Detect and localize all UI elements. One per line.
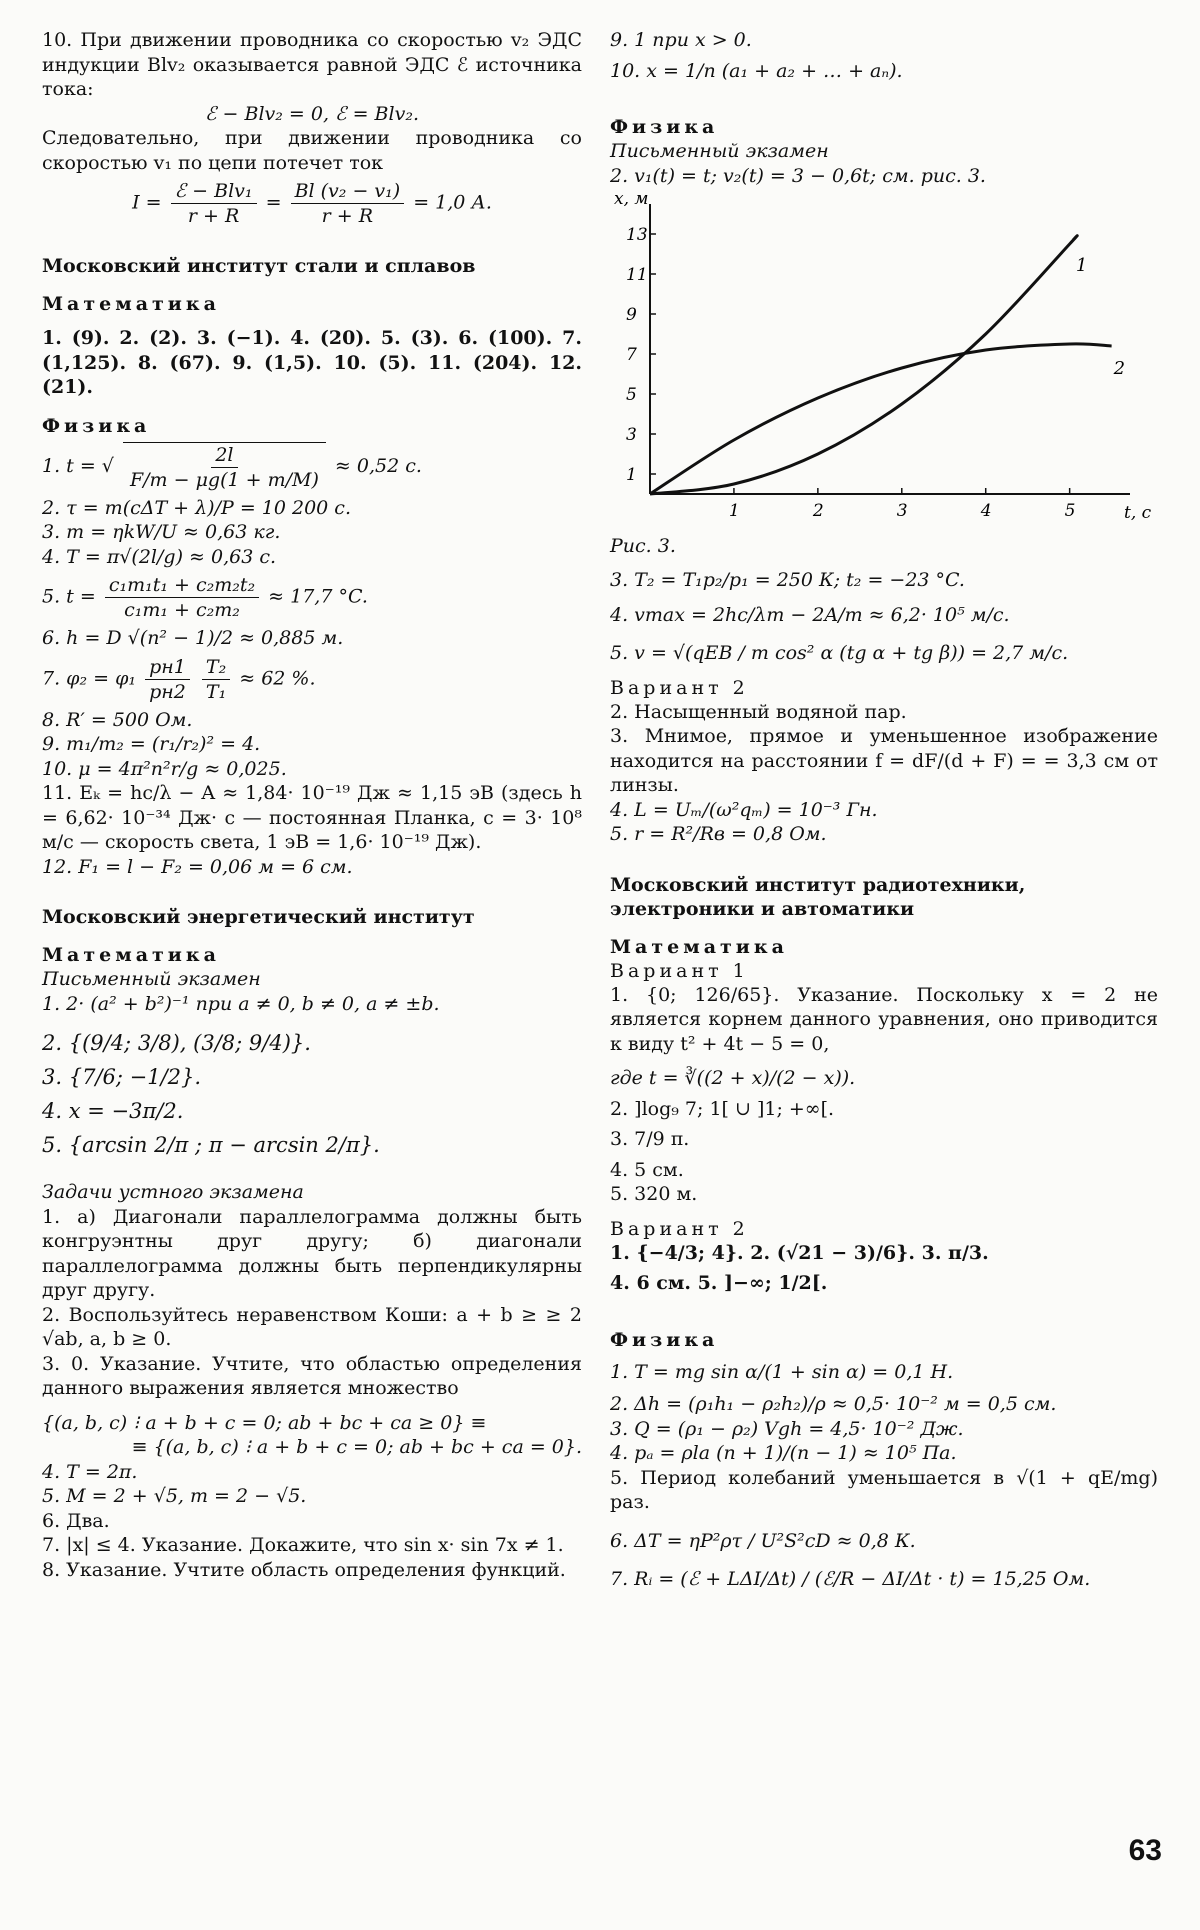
written-answer-1: 1. 2· (a² + b²)⁻¹ при a ≠ 0, b ≠ 0, a ≠ ±b. bbox=[42, 992, 440, 1015]
subject-heading-physics: Физика bbox=[610, 116, 719, 138]
oral-answer-3-formula-2: ≡ {(a, b, c) ⁝ a + b + c = 0; ab + bc + ca = 0}. bbox=[131, 1436, 582, 1458]
phys-answer-4: 4. T = π√(2l/g) ≈ 0,63 с. bbox=[42, 545, 277, 568]
phys-answer-6: 6. h = D √(n² − 1)/2 ≈ 0,885 м. bbox=[42, 627, 344, 649]
numerator: c₁m₁t₁ + c₂m₂t₂ bbox=[105, 573, 259, 598]
formula-lhs: 7. φ₂ = φ₁ bbox=[42, 667, 137, 689]
y-axis-label: x, м bbox=[614, 194, 649, 209]
subject-heading-physics: Физика bbox=[42, 414, 151, 437]
figure-3 bbox=[610, 194, 1158, 534]
oral-answer-1: 1. а) Диагонали параллелограмма должны быть конгруэнтны друг другу; б) диагонали параллелограмма должны быть перпендикулярны друг другу. bbox=[42, 1205, 582, 1301]
denominator: c₁m₁ + c₂m₂ bbox=[124, 599, 240, 621]
variant-2-answer-4: 4. L = Uₘ/(ω²qₘ) = 10⁻³ Гн. bbox=[610, 798, 878, 821]
phys-answer-2: 2. τ = m(cΔT + λ)/P = 10 200 с. bbox=[42, 496, 351, 519]
numerator: ℰ − Blv₁ bbox=[171, 179, 257, 204]
y-tick-label: 7 bbox=[626, 345, 637, 365]
denominator: F/m − μg(1 + m/M) bbox=[129, 468, 319, 491]
figure-3-chart bbox=[610, 194, 1158, 534]
phys-answer-10: 10. μ = 4π²n²r/g ≈ 0,025. bbox=[42, 757, 287, 780]
x-tick-label: 2 bbox=[812, 501, 824, 521]
formula-result: = 1,0 А. bbox=[413, 191, 492, 214]
phys-answer-8: 8. R′ = 500 Ом. bbox=[42, 708, 193, 731]
math-answer-3: 3. 7/9 π. bbox=[610, 1128, 690, 1150]
formula-result: ≈ 17,7 °C. bbox=[268, 585, 368, 608]
y-tick-label: 1 bbox=[626, 465, 637, 485]
phys-answer-2: 2. v₁(t) = t; v₂(t) = 3 − 0,6t; см. рис. 3. bbox=[610, 164, 986, 187]
phys-answer-12: 12. F₁ = l − F₂ = 0,06 м = 6 см. bbox=[42, 855, 353, 878]
section-written-exam: Письменный экзамен bbox=[610, 140, 829, 162]
phys-answer-3: 3. T₂ = T₁p₂/p₁ = 250 К; t₂ = −23 °C. bbox=[610, 569, 965, 591]
section-oral-exam: Задачи устного экзамена bbox=[42, 1181, 304, 1203]
x-tick-label: 1 bbox=[728, 501, 740, 521]
series-label-2: 2 bbox=[1113, 358, 1126, 379]
y-tick-label: 11 bbox=[626, 265, 648, 285]
math-answer-2: 2. ]log₉ 7; 1[ ∪ ]1; +∞[. bbox=[610, 1097, 835, 1120]
phys2-answer-7: 7. Rᵢ = (ℰ + LΔI/Δt) / (ℰ/R − ΔI/Δt · t) = 15,25 Ом. bbox=[610, 1568, 1091, 1590]
y-tick-label: 3 bbox=[626, 425, 637, 445]
numerator: Bl (v₂ − v₁) bbox=[291, 179, 405, 204]
math-answer-1-where: где t = ∛((2 + x)/(2 − x)). bbox=[610, 1067, 856, 1089]
x-axis-label: t, с bbox=[1124, 503, 1152, 523]
denominator: T₁ bbox=[205, 680, 227, 703]
phys-answer-11: 11. Eₖ = hc/λ − A ≈ 1,84· 10⁻¹⁹ Дж ≈ 1,15 эВ (здесь h = 6,62· 10⁻³⁴ Дж· с — постоянная Планка, c = 3· 10⁸ м/с — скорость света, 1 эВ = 1,6· 10⁻¹⁹ Дж). bbox=[42, 782, 582, 853]
institute-heading-energy: Московский энергетический институт bbox=[42, 906, 475, 928]
oral-answer-3: 3. 0. Указание. Учтите, что областью определения данного выражения является множество bbox=[42, 1352, 582, 1399]
subject-heading-physics-2: Физика bbox=[610, 1328, 719, 1351]
x-tick-label: 4 bbox=[980, 501, 992, 521]
phys2-answer-4: 4. pₐ = ρla (n + 1)/(n − 1) ≈ 10⁵ Па. bbox=[610, 1442, 957, 1464]
sqrt-fraction bbox=[123, 442, 326, 492]
subject-heading-math: Математика bbox=[610, 935, 788, 958]
y-tick-label: 5 bbox=[626, 385, 637, 405]
variant-2-answer-2: 2. Насыщенный водяной пар. bbox=[610, 700, 907, 723]
oral-answer-2: 2. Воспользуйтесь неравенством Коши: a + b ≥ ≥ 2 √ab, a, b ≥ 0. bbox=[42, 1303, 582, 1350]
emf-equation: ℰ − Blv₂ = 0, ℰ = Blv₂. bbox=[205, 102, 419, 125]
section-written-exam: Письменный экзамен bbox=[42, 968, 261, 990]
fraction-2 bbox=[202, 655, 230, 704]
subject-heading-math: Математика bbox=[42, 944, 220, 966]
phys-answer-1 bbox=[42, 442, 582, 492]
phys-answer-4: 4. vmax = 2hc/λm − 2A/m ≈ 6,2· 10⁵ м/с. bbox=[610, 603, 1010, 626]
series-line-1 bbox=[650, 236, 1077, 494]
math-answer-4: 4. 5 см. bbox=[610, 1158, 684, 1181]
variant-2-heading: Вариант 2 bbox=[610, 676, 749, 699]
phys2-answer-3: 3. Q = (ρ₁ − ρ₂) Vgh = 4,5· 10⁻² Дж. bbox=[610, 1417, 964, 1440]
formula-lhs: 5. t = bbox=[42, 585, 96, 608]
denominator: r + R bbox=[187, 205, 240, 227]
denominator: pн2 bbox=[149, 680, 186, 703]
y-tick-label: 9 bbox=[626, 305, 637, 325]
oral-answer-5: 5. M = 2 + √5, m = 2 − √5. bbox=[42, 1485, 307, 1507]
variant-2-answer-5: 5. r = R²/Rв = 0,8 Ом. bbox=[610, 823, 827, 845]
phys2-answer-2: 2. Δh = (ρ₁h₁ − ρ₂h₂)/ρ ≈ 0,5· 10⁻² м = 0,5 см. bbox=[610, 1393, 1057, 1415]
oral-answer-7: 7. |x| ≤ 4. Указание. Докажите, что sin x· sin 7x ≠ 1. bbox=[42, 1534, 564, 1556]
y-tick-label: 13 bbox=[626, 225, 648, 245]
written-answer-4: 4. x = −3π/2. bbox=[42, 1099, 184, 1123]
right-column bbox=[610, 28, 1158, 1592]
answer-9: 9. 1 при x > 0. bbox=[610, 29, 752, 51]
denominator: r + R bbox=[321, 205, 374, 227]
oral-answer-8: 8. Указание. Учтите область определения функций. bbox=[42, 1558, 566, 1581]
formula-lhs: I = bbox=[132, 191, 162, 214]
variant-2-math-answers-2: 4. 6 см. 5. ]−∞; 1/2[. bbox=[610, 1272, 828, 1294]
oral-answer-6: 6. Два. bbox=[42, 1509, 110, 1532]
institute-heading-radio: Московский институт радиотехники, электроники и автоматики bbox=[610, 873, 1026, 920]
written-answer-2: 2. {(9/4; 3/8), (3/8; 9/4)}. bbox=[42, 1031, 311, 1055]
current-formula bbox=[42, 179, 582, 228]
phys-answer-7 bbox=[42, 655, 582, 704]
left-column bbox=[42, 28, 582, 1582]
series-label-1: 1 bbox=[1075, 255, 1088, 276]
numerator: T₂ bbox=[202, 655, 230, 680]
fraction-2 bbox=[291, 179, 405, 228]
phys-answer-9: 9. m₁/m₂ = (r₁/r₂)² = 4. bbox=[42, 733, 261, 755]
phys2-answer-1: 1. T = mg sin α/(1 + sin α) = 0,1 Н. bbox=[610, 1360, 954, 1383]
numerator: 2l bbox=[211, 443, 237, 468]
page-number: 63 bbox=[1128, 1834, 1162, 1867]
answer-10: 10. x = 1/n (a₁ + a₂ + … + aₙ). bbox=[610, 59, 903, 82]
current-text: Следовательно, при движении проводника со скоростью v₁ по цепи потечет ток bbox=[42, 127, 582, 174]
formula-result: ≈ 0,52 с. bbox=[334, 454, 422, 477]
formula-lhs: 1. t = √ bbox=[42, 454, 114, 477]
figure-caption: Рис. 3. bbox=[610, 535, 676, 557]
fraction-1 bbox=[145, 655, 190, 704]
variant-2b-heading: Вариант 2 bbox=[610, 1217, 749, 1240]
math-answer-1: 1. {0; 126/65}. Указание. Поскольку x = 2 не является корнем данного уравнения, оно приводится к виду t² + 4t − 5 = 0, bbox=[610, 983, 1158, 1055]
math-answers: 1. (9). 2. (2). 3. (−1). 4. (20). 5. (3). 6. (100). 7. (1,125). 8. (67). 9. (1,5). 10. (5). 11. (204). 12. (21). bbox=[42, 327, 582, 398]
answer-10-text: 10. При движении проводника со скоростью v₂ ЭДС индукции Blv₂ оказывается равной ЭДС ℰ источника тока: bbox=[42, 29, 582, 100]
x-tick-label: 5 bbox=[1064, 501, 1076, 521]
fraction-1 bbox=[171, 179, 257, 228]
variant-1-heading: Вариант 1 bbox=[610, 959, 749, 982]
oral-answer-4: 4. T = 2π. bbox=[42, 1460, 138, 1483]
formula-result: ≈ 62 %. bbox=[239, 667, 316, 689]
equals-sign: = bbox=[265, 191, 282, 214]
variant-2-math-answers: 1. {−4/3; 4}. 2. (√21 − 3)/6}. 3. π/3. bbox=[610, 1241, 989, 1264]
institute-heading-steel: Московский институт стали и сплавов bbox=[42, 255, 476, 277]
phys-answer-5: 5. v = √(qEB / m cos² α (tg α + tg β)) = 2,7 м/с. bbox=[610, 642, 1069, 664]
numerator: pн1 bbox=[145, 655, 190, 680]
oral-answer-3-formula-1: {(a, b, c) ⁝ a + b + c = 0; ab + bc + ca ≥ 0} ≡ bbox=[42, 1411, 487, 1434]
phys2-answer-6: 6. ΔT = ηP²ρτ / U²S²cD ≈ 0,8 К. bbox=[610, 1529, 916, 1552]
fraction bbox=[105, 573, 259, 622]
phys2-answer-5: 5. Период колебаний уменьшается в √(1 + qE/mg) раз. bbox=[610, 1466, 1158, 1513]
variant-2-answer-3: 3. Мнимое, прямое и уменьшенное изображение находится на расстоянии f = dF/(d + F) = = 3,3 см от линзы. bbox=[610, 725, 1158, 796]
written-answer-5: 5. {arcsin 2/π ; π − arcsin 2/π}. bbox=[42, 1133, 380, 1157]
written-answer-3: 3. {7/6; −1/2}. bbox=[42, 1065, 202, 1089]
math-answer-5: 5. 320 м. bbox=[610, 1183, 698, 1205]
subject-heading-math: Математика bbox=[42, 293, 220, 315]
x-tick-label: 3 bbox=[896, 501, 908, 521]
phys-answer-3: 3. m = ηkW/U ≈ 0,63 кг. bbox=[42, 521, 281, 543]
phys-answer-5 bbox=[42, 573, 582, 622]
